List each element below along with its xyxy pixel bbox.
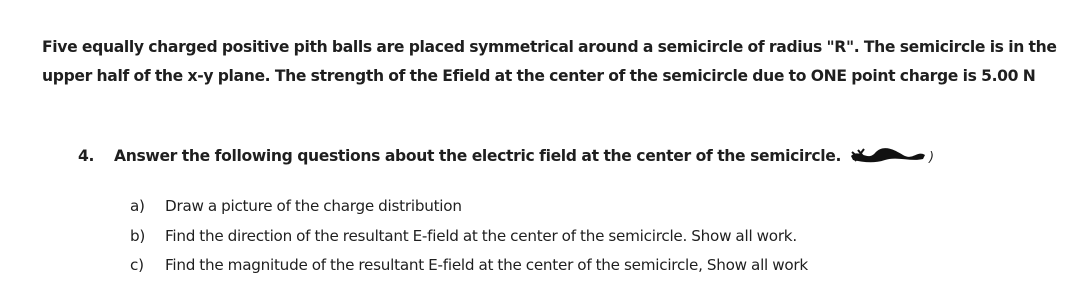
question-4 (78, 144, 934, 170)
part-text: Find the direction of the resultant E-field at the center of the semicircle. Show all work. (165, 226, 797, 245)
part-letter: c) (130, 256, 144, 274)
closing-paren: ) (929, 150, 934, 165)
problem-intro: Five equally charged positive pith balls are placed symmetrical around a semicircle of radius "R". The semicircle is in the upper half of the x-y plane. The strength of the Efield at the center of the semicircle due to ONE point charge is 5.00 N (42, 38, 1057, 85)
question-parts (130, 192, 808, 281)
question-text: Answer the following questions about the electric field at the center of the semicircle. (114, 147, 842, 165)
part-c (130, 251, 808, 281)
question-number: 4. (78, 147, 95, 165)
redaction-scribble (849, 146, 927, 162)
part-letter: a) (130, 197, 145, 215)
part-b (130, 222, 808, 252)
part-text: Find the magnitude of the resultant E-field at the center of the semicircle, Show all work (165, 256, 808, 274)
part-a (130, 192, 808, 222)
part-text: Draw a picture of the charge distribution (165, 197, 462, 215)
part-letter: b) (130, 226, 146, 245)
